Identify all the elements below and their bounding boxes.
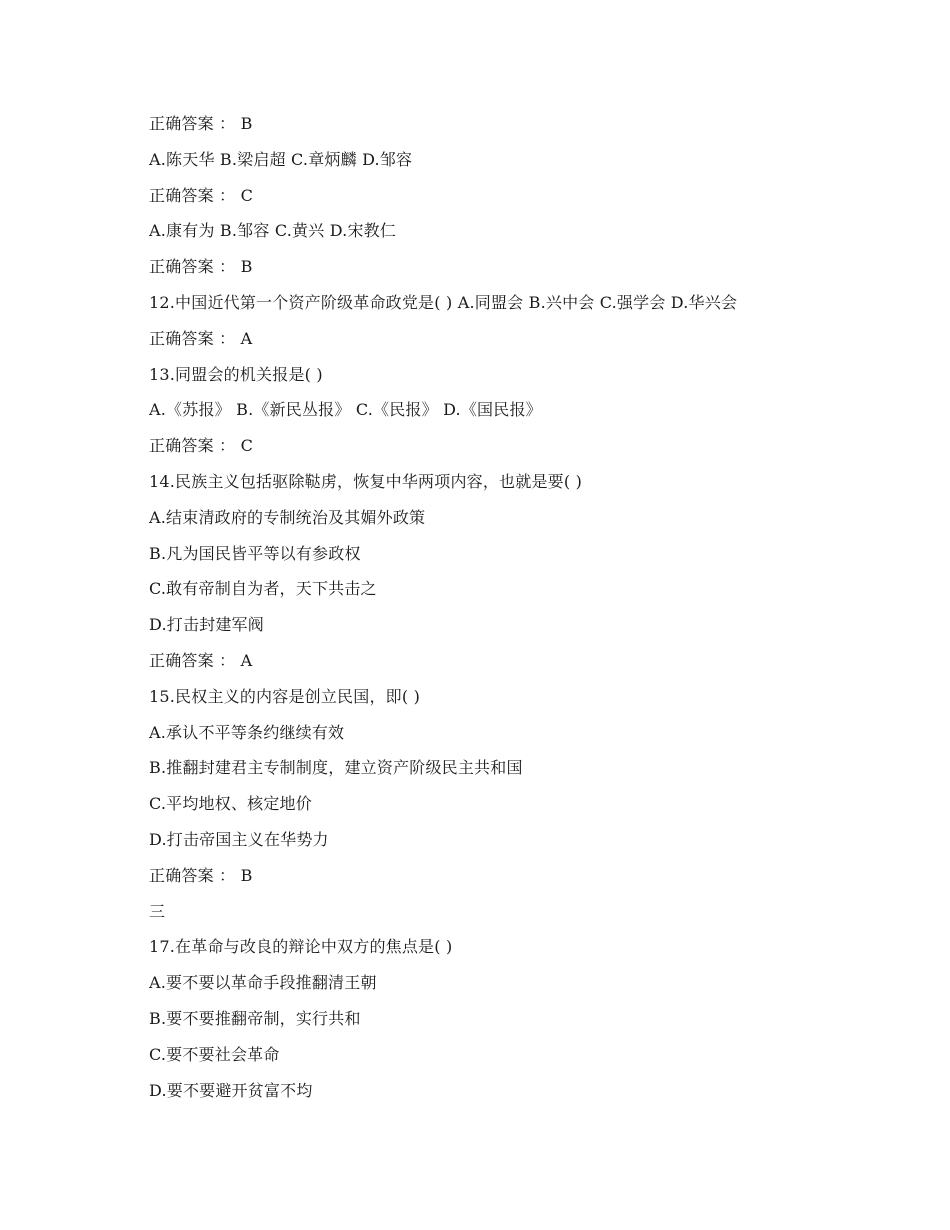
question-line: 13.同盟会的机关报是( ) [149,364,323,384]
document-body [149,106,849,1108]
option-line: B.推翻封建君主专制制度，建立资产阶级民主共和国 [149,758,523,778]
question-line: 12.中国近代第一个资产阶级革命政党是( ) A.同盟会 B.兴中会 C.强学会 D.华兴会 [149,292,738,312]
option-line: A.《苏报》 B.《新民丛报》 C.《民报》 D.《国民报》 [149,400,542,420]
option-line: D.打击封建军阀 [149,615,264,635]
option-line: D.要不要避开贫富不均 [149,1080,313,1100]
question-line: 15.民权主义的内容是创立民国，即( ) [149,686,421,706]
option-line: C.敢有帝制自为者，天下共击之 [149,579,377,599]
answer-line: 正确答案 ： C [149,185,254,205]
option-line: A.承认不平等条约继续有效 [149,722,345,742]
option-line: A.陈天华 B.梁启超 C.章炳麟 D.邹容 [149,149,413,169]
answer-line: 正确答案 ： C [149,436,254,456]
option-line: A.康有为 B.邹容 C.黄兴 D.宋教仁 [149,221,397,241]
option-line: B.要不要推翻帝制，实行共和 [149,1008,361,1028]
option-line: D.打击帝国主义在华势力 [149,829,329,849]
answer-line: 正确答案 ： B [149,865,253,885]
question-line: 14.民族主义包括驱除鞑虏，恢复中华两项内容，也就是要( ) [149,471,583,491]
answer-line: 正确答案 ： A [149,650,253,670]
answer-line: 正确答案 ： A [149,328,253,348]
answer-line: 正确答案 ： B [149,257,253,277]
option-line: C.平均地权、核定地价 [149,794,312,814]
option-line: A.结束清政府的专制统治及其媚外政策 [149,507,426,527]
option-line: B.凡为国民皆平等以有参政权 [149,543,361,563]
option-line: C.要不要社会革命 [149,1044,280,1064]
answer-line: 正确答案 ： B [149,114,253,133]
option-line: A.要不要以革命手段推翻清王朝 [149,973,377,993]
section-heading: 三 [149,901,166,921]
question-line: 17.在革命与改良的辩论中双方的焦点是( ) [149,937,453,957]
